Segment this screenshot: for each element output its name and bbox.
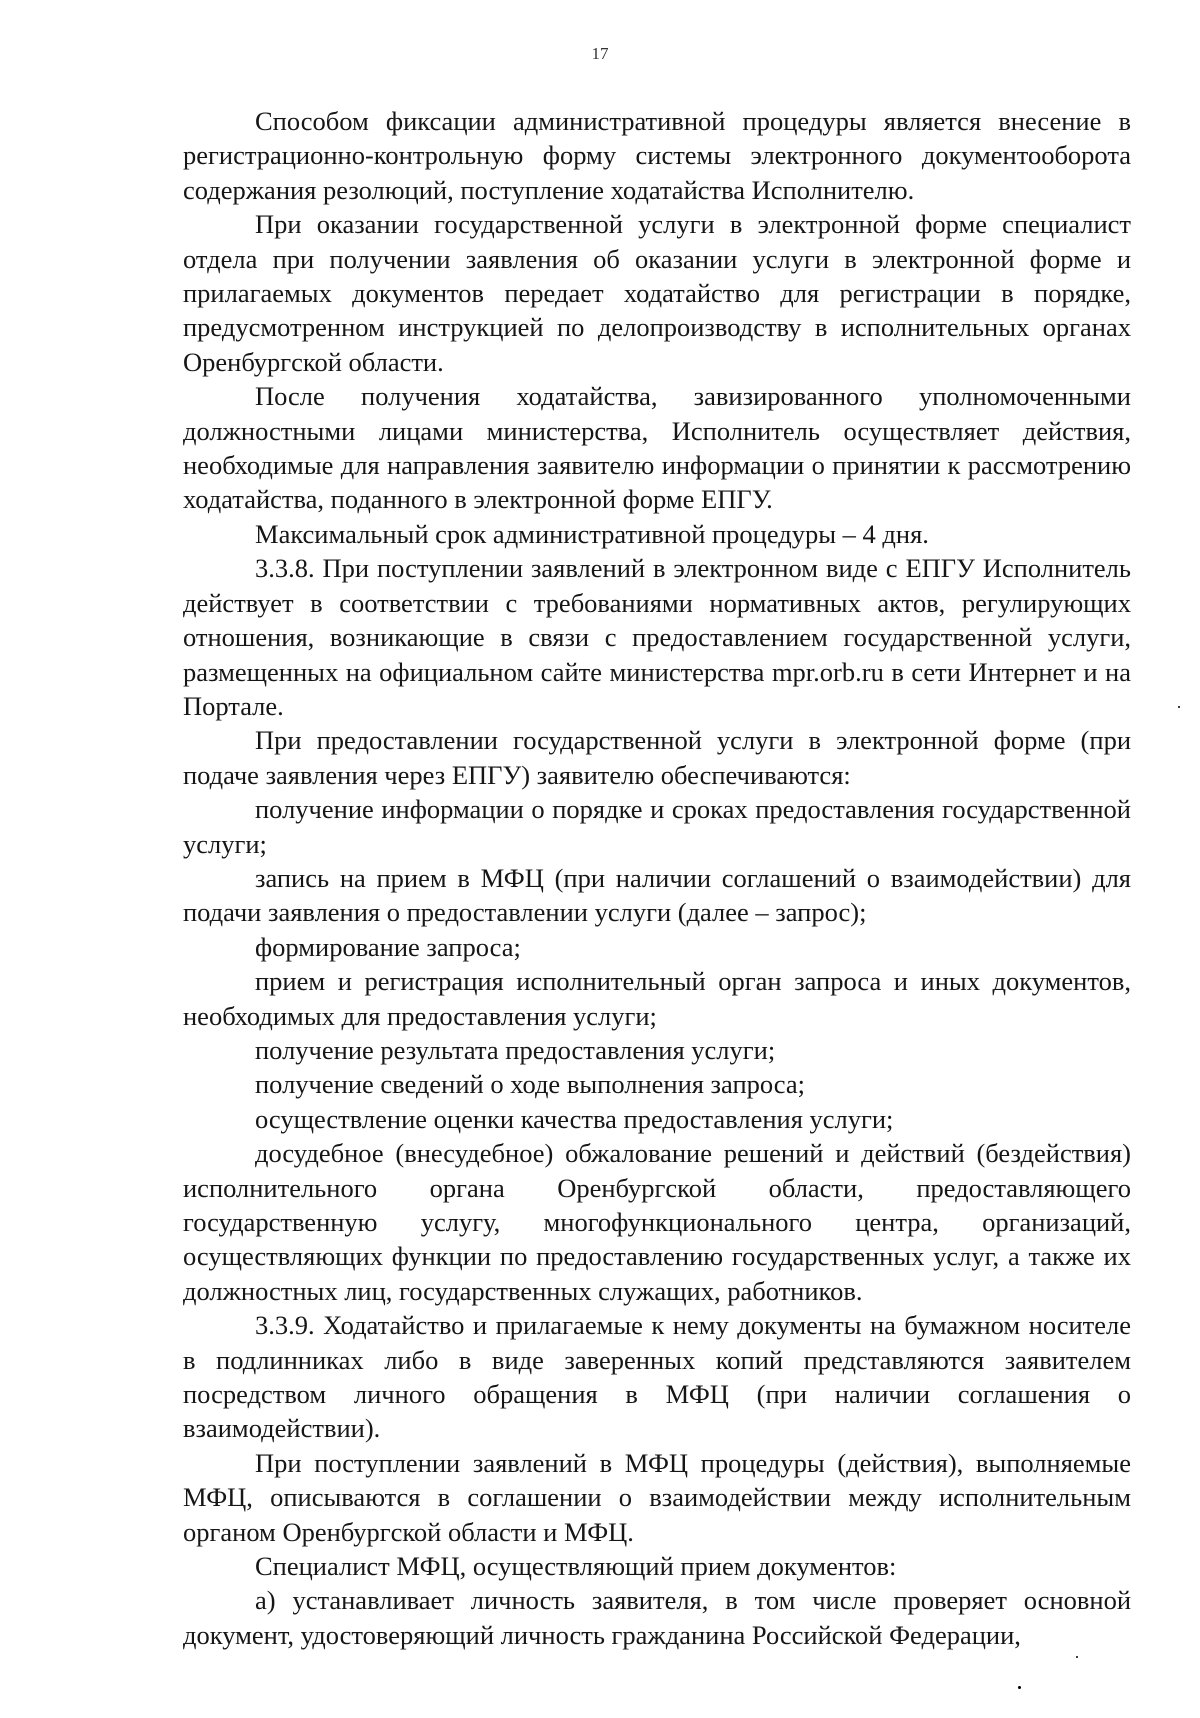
scan-speck <box>1018 1686 1021 1689</box>
paragraph-3-3-9: 3.3.9. Ходатайство и прилагаемые к нему документы на бумажном носителе в подлинниках либо в виде заверенных копий представляются заявителем посредством личного обращения в МФЦ (при наличии соглашения о взаимодействии). <box>183 1310 1131 1444</box>
scan-speck <box>1076 1656 1078 1658</box>
list-item-request-forming: формирование запроса; <box>255 931 521 962</box>
page-number: 17 <box>591 44 609 63</box>
paragraph-identity-check: а) устанавливает личность заявителя, в том числе проверяет основной документ, удостоверяющий личность гражданина Российской Федерации, <box>183 1585 1131 1650</box>
paragraph-3-3-8: 3.3.8. При поступлении заявлений в электронном виде с ЕПГУ Исполнитель действует в соответствии с требованиями нормативных актов, регулирующих отношения, возникающие в связи с предоставлением государственной услуги, размещенных на официальном сайте министерства mpr.orb.ru в сети Интернет и на Портале. <box>183 553 1131 721</box>
list-item-information: получение информации о порядке и сроках предоставления государственной услуги; <box>183 794 1131 859</box>
list-item-appeal: досудебное (внесудебное) обжалование решений и действий (бездействия) исполнительного органа Оренбургской области, предоставляющего государственную услугу, многофункционального центра, организаций, осуществляющих функции по предоставлению государственных услуг, а также их должностных лиц, государственных служащих, работников. <box>183 1138 1131 1306</box>
paragraph-after-receipt: После получения ходатайства, завизированного уполномоченными должностными лицами министерства, Исполнитель осуществляет действия, необходимые для направления заявителю информации о принятии к рассмотрению ходатайства, поданного в электронной форме ЕПГУ. <box>183 381 1131 515</box>
paragraph-fixation-method: Способом фиксации административной процедуры является внесение в регистрационно-контрольную форму системы электронного документооборота содержания резолюций, поступление ходатайства Исполнителю. <box>183 106 1131 205</box>
paragraph-mfc-specialist: Специалист МФЦ, осуществляющий прием документов: <box>255 1551 897 1582</box>
list-item-result: получение результата предоставления услуги; <box>255 1034 776 1065</box>
paragraph-electronic-service: При оказании государственной услуги в электронной форме специалист отдела при получении заявления об оказании услуги в электронной форме и прилагаемых документов передает ходатайство для регистрации в порядке, предусмотренном инструкцией по делопроизводству в исполнительных органах Оренбургской области. <box>183 209 1131 377</box>
paragraph-mfc-procedures: При поступлении заявлений в МФЦ процедуры (действия), выполняемые МФЦ, описываются в соглашении о взаимодействии между исполнительным органом Оренбургской области и МФЦ. <box>183 1447 1131 1547</box>
paragraph-max-term: Максимальный срок административной процедуры – 4 дня. <box>255 518 929 549</box>
scan-speck <box>1178 706 1180 708</box>
list-item-appointment: запись на прием в МФЦ (при наличии соглашений о взаимодействии) для подачи заявления о предоставлении услуги (далее – запрос); <box>183 862 1131 928</box>
document-body <box>183 104 1131 1652</box>
list-item-quality: осуществление оценки качества предоставления услуги; <box>255 1103 894 1134</box>
paragraph-electronic-provision: При предоставлении государственной услуги в электронной форме (при подаче заявления через ЕПГУ) заявителю обеспечиваются: <box>183 725 1131 790</box>
list-item-registration: прием и регистрация исполнительный орган запроса и иных документов, необходимых для предоставления услуги; <box>183 966 1131 1031</box>
list-item-progress: получение сведений о ходе выполнения запроса; <box>255 1069 805 1100</box>
